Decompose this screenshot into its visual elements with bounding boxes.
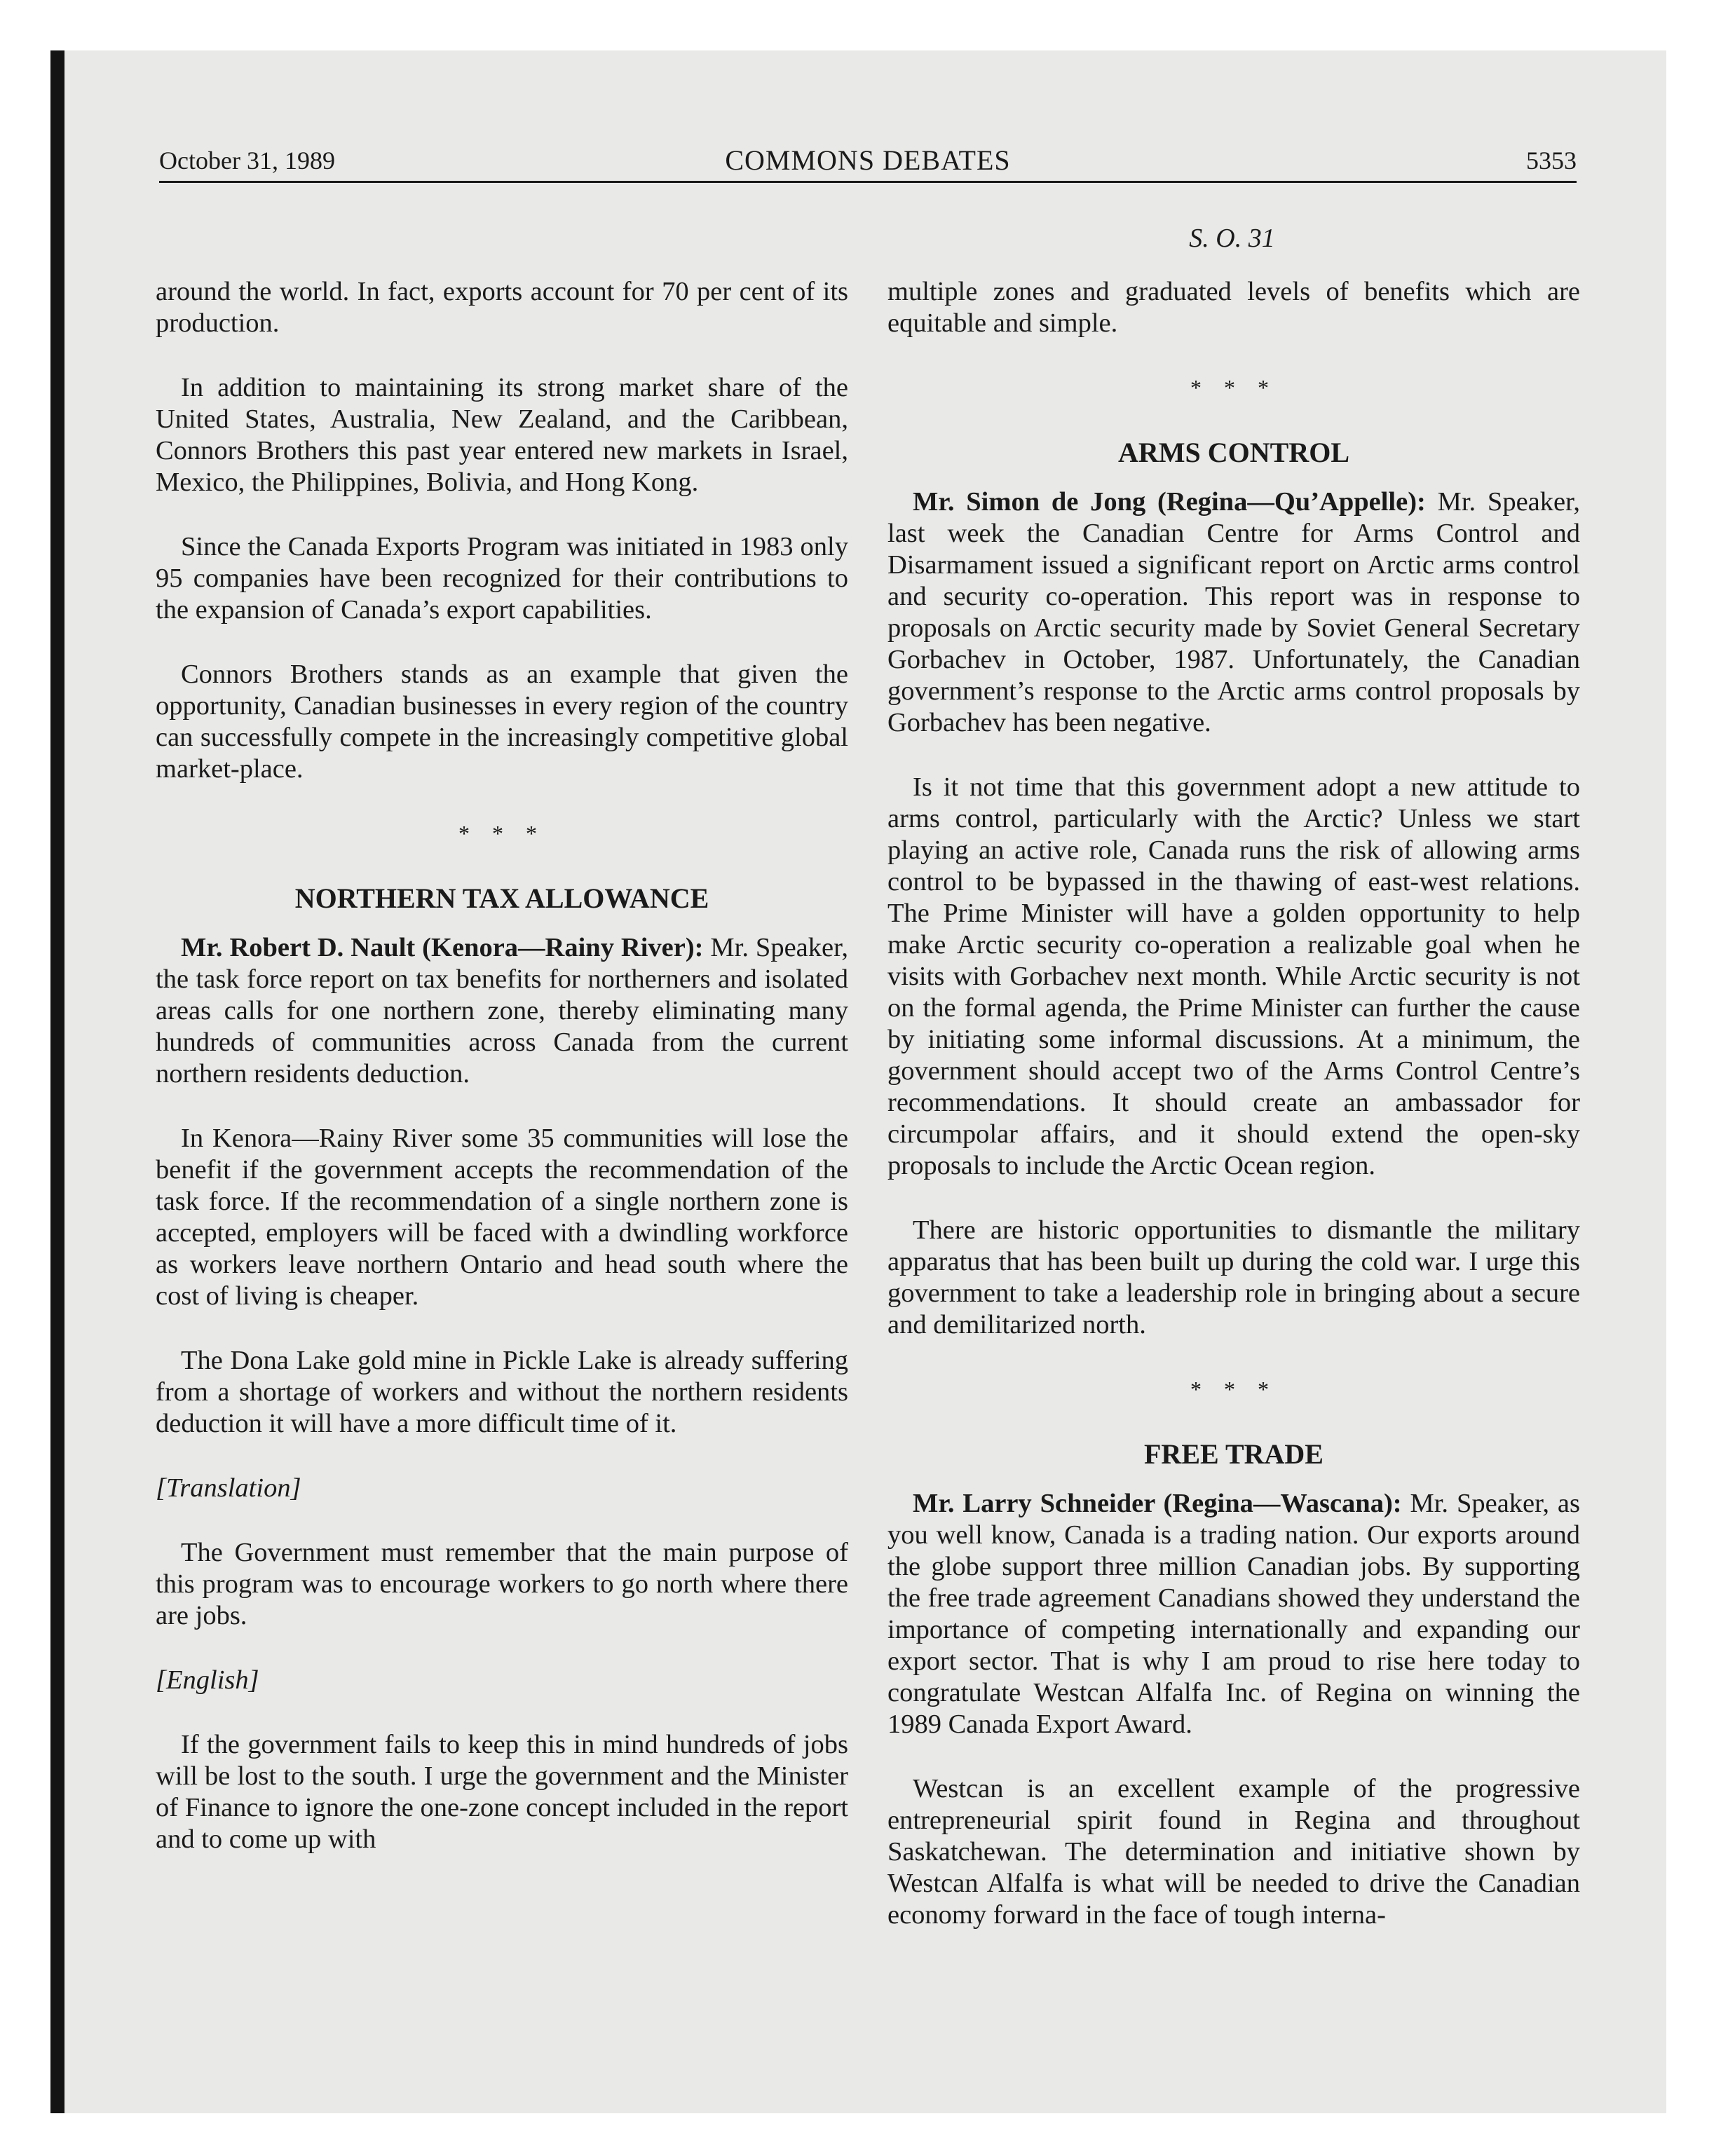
section-heading: FREE TRADE <box>1144 1438 1324 1470</box>
section-heading: ARMS CONTROL <box>1117 437 1350 468</box>
paragraph: Since the Canada Exports Program was initiated in 1983 only 95 companies have been recognized for their contributions to the expansion of Canada’s export capabilities. <box>156 532 848 625</box>
paragraph: There are historic opportunities to dismantle the military apparatus that has been built up during the cold war. I urge this government to take a leadership role in bringing about a secure and demilitarized north. <box>887 1215 1580 1339</box>
paragraph: In addition to maintaining its strong market share of the United States, Australia, New Zealand, and the Caribbean, Connors Brothers this past year entered new markets in Israel, Mexico, the Philippines, Bolivia, and Hong Kong. <box>156 373 848 497</box>
paragraph: around the world. In fact, exports account for 70 per cent of its production. <box>156 277 848 338</box>
section-separator: * * * <box>1190 1377 1277 1402</box>
language-marker: [English] <box>156 1665 259 1695</box>
speech-paragraph <box>887 1488 1580 1740</box>
left-column <box>156 276 848 1855</box>
binding-edge <box>50 50 64 2113</box>
paragraph: Connors Brothers stands as an example that given the opportunity, Canadian businesses in every region of the country can successfully compete in the increasingly competitive global market-place. <box>156 660 848 784</box>
page-header <box>159 137 1577 181</box>
paragraph: The Government must remember that the main purpose of this program was to encourage workers to go north where there are jobs. <box>156 1538 848 1630</box>
header-date: October 31, 1989 <box>159 146 335 175</box>
speaker-name: Mr. Robert D. Nault (Kenora—Rainy River): <box>181 933 704 962</box>
paragraph: multiple zones and graduated levels of benefits which are equitable and simple. <box>887 277 1580 338</box>
paragraph: In Kenora—Rainy River some 35 communities will lose the benefit if the government accepts the recommendation of the task force. If the recommendation of a single northern zone is accepted, employers will be faced with a dwindling workforce as workers leave northern Ontario and head south where the cost of living is cheaper. <box>156 1124 848 1311</box>
header-title: COMMONS DEBATES <box>725 144 1011 176</box>
section-marker: S. O. 31 <box>1189 224 1275 253</box>
speech-text: Mr. Speaker, the task force report on tax benefits for northerners and isolated areas calls for one northern zone, thereby eliminating many hundreds of communities across Canada from the current northern residents deduction. <box>156 933 848 1089</box>
section-heading: NORTHERN TAX ALLOWANCE <box>294 882 709 914</box>
header-rule <box>159 181 1577 183</box>
paragraph: Westcan is an excellent example of the progressive entrepreneurial spirit found in Regina and throughout Saskatchewan. The determination and initiative shown by Westcan Alfalfa is what will be needed to drive the Canadian economy forward in the face of tough interna- <box>887 1774 1580 1930</box>
speech-text: Mr. Speaker, last week the Canadian Centre for Arms Control and Disarmament issued a significant report on Arctic arms control and security co-operation. This report was in response to proposals on Arctic security made by Soviet General Secretary Gorbachev in October, 1987. Unfortunately, the Canadian government’s response to the Arctic arms control proposals by Gorbachev has been negative. <box>887 487 1580 737</box>
speech-text: Mr. Speaker, as you well know, Canada is a trading nation. Our exports around the globe support three million Canadian jobs. By supporting the free trade agreement Canadians showed they understand the importance of competing internationally and expanding our export sector. That is why I am proud to rise here today to congratulate Westcan Alfalfa Inc. of Regina on winning the 1989 Canada Export Award. <box>887 1489 1580 1739</box>
section-separator: * * * <box>1190 375 1277 400</box>
language-marker: [Translation] <box>156 1473 301 1503</box>
speaker-name: Mr. Larry Schneider (Regina—Wascana): <box>913 1489 1402 1518</box>
page-number: 5353 <box>1526 146 1577 175</box>
paragraph: If the government fails to keep this in mind hundreds of jobs will be lost to the south. I urge the government and the Minister of Finance to ignore the one-zone concept included in the report and to come up with <box>156 1730 848 1854</box>
speech-paragraph <box>887 486 1580 739</box>
right-column <box>887 276 1580 1931</box>
paragraph: The Dona Lake gold mine in Pickle Lake is already suffering from a shortage of workers and without the northern residents deduction it will have a more difficult time of it. <box>156 1346 848 1438</box>
speaker-name: Mr. Simon de Jong (Regina—Qu’Appelle): <box>913 487 1426 517</box>
paragraph: Is it not time that this government adopt a new attitude to arms control, particularly with the Arctic? Unless we start playing an active role, Canada runs the risk of allowing arms control to be bypassed in the thawing of east-west relations. The Prime Minister will have a golden opportunity to help make Arctic security co-operation a realizable goal when he visits with Gorbachev next month. While Arctic security is not on the formal agenda, the Prime Minister can further the cause by initiating some informal discussions. At a minimum, the government should accept two of the Arms Control Centre’s recommendations. It should create an ambassador for circumpolar affairs, and it should extend the open-sky proposals to include the Arctic Ocean region. <box>887 772 1580 1180</box>
section-separator: * * * <box>458 821 545 846</box>
speech-paragraph <box>156 932 848 1090</box>
